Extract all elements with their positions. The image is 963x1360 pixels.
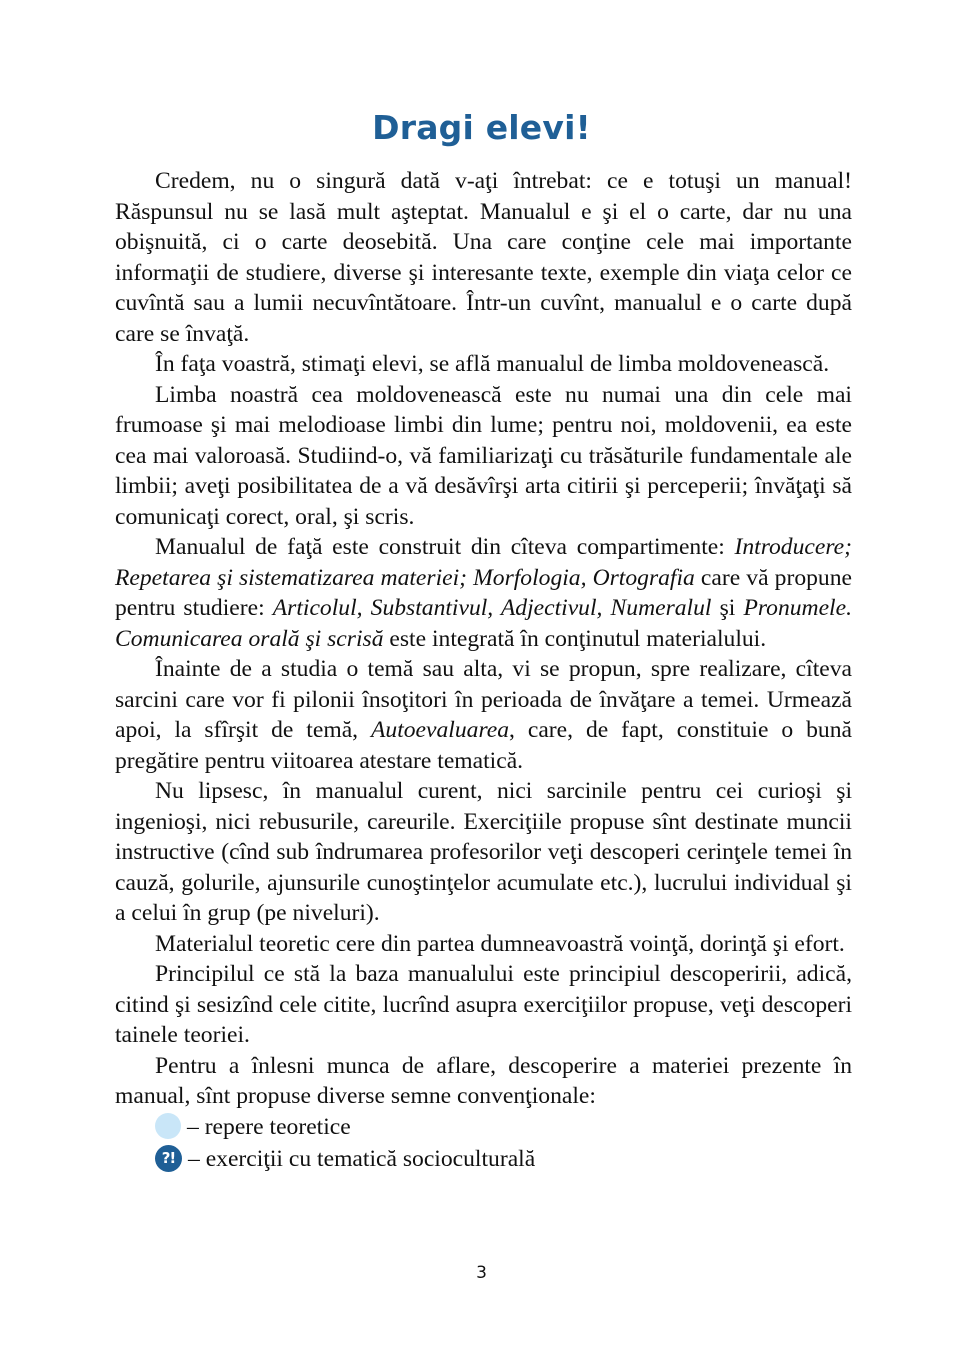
text-span: şi — [711, 595, 744, 621]
paragraph-exercises: Nu lipsesc, în manualul curent, nici sarcinile pentru cei curioşi şi ingenioşi, nici rebusurile, careurile. Exerciţiile propuse sînt destinate muncii instructive (cînd sub îndrumarea profesorilor veţi descoperi cerinţele temei în cauză, golurile, ajunsurile cunoştinţelor acumulate etc.), lucrului individual şi a celui în grup (pe niveluri). — [115, 778, 852, 926]
text-span: este integrată în conţinutul materialului. — [383, 625, 767, 652]
legend-item-theory — [115, 1112, 852, 1144]
text-span: Manualul de faţă este construit din cîteva compartimente: — [155, 534, 735, 560]
paragraph-tasks — [115, 654, 852, 776]
paragraph-compartments — [115, 532, 852, 654]
legend-item-sociocultural — [115, 1144, 852, 1176]
legend-label: – exerciţii cu tematică socioculturală — [188, 1145, 536, 1172]
body-text — [115, 166, 852, 1176]
paragraph-language: Limba noastră cea moldovenească este nu numai una din cele mai frumoase şi mai melodioase limbi din lume; pentru noi, moldovenii, ea este cea mai valoroasă. Studiind-o, vă familiarizaţi cu trăsăturile fundamentale ale limbii; aveţi posibilitatea de a vă desăvîrşi arta citirii şi perceperii; învăţaţi să comunicaţi corect, oral, şi scris. — [115, 381, 852, 530]
italic-span: Autoevaluarea — [371, 717, 510, 743]
light-blue-circle-icon — [155, 1113, 181, 1139]
paragraph-principle: Principilul ce stă la baza manualului este principiul descoperirii, adică, citind şi sesizînd cele citite, lucrînd asupra exerciţiilor propuse, veţi descoperi tainele teoriei. — [115, 961, 852, 1048]
italic-span: Pronumele. Comunicarea orală şi scrisă — [115, 595, 852, 652]
paragraph-intro: Credem, nu o singură dată v-aţi întrebat: ce e totuşi un manual! Răspunsul nu se lasă mult aşteptat. Manualul e şi el o carte, dar nu una obişnuită, ci o carte deosebită. Una care conţine cele mai importante informaţii de studiere, diverse şi interesante texte, exemple din viaţa celor ce cuvîntă sau a lumii necuvîntătoare. Într-un cuvînt, manualul e o carte după care se învaţă. — [115, 168, 852, 347]
legend-label: – repere teoretice — [187, 1113, 351, 1140]
page-number: 3 — [476, 1263, 487, 1283]
text-span: Înainte de a studia o temă sau alta, vi se propun, spre realizare, cîteva sarcini care vor fi pilonii însoţitori în perioada de învăţare a temei. Urmează apoi, la sfîrşit de temă, — [115, 656, 852, 743]
italic-span: Introducere; Repetarea şi sistematizarea materiei; Morfologia, Ortografia — [115, 534, 852, 591]
text-span: care vă propune pentru studiere: — [115, 564, 852, 621]
italic-span: Articolul, Substantivul, Adjectivul, Numeralul — [272, 595, 712, 621]
paragraph-manual: În faţa voastră, stimaţi elevi, se află manualul de limba moldovenească. — [155, 351, 830, 377]
paragraph-signs: Pentru a înlesni munca de aflare, descoperire a materiei prezente în manual, sînt propuse diverse semne convenţionale: — [115, 1052, 852, 1109]
text-span: , care, de fapt, constituie o bună pregătire pentru viitoarea atestare tematică. — [115, 717, 852, 774]
socio-cultural-icon: ?! — [155, 1145, 182, 1172]
page-title: Dragi elevi! — [372, 108, 591, 147]
paragraph-theory: Materialul teoretic cere din partea dumneavoastră voinţă, dorinţă şi efort. — [155, 930, 845, 957]
